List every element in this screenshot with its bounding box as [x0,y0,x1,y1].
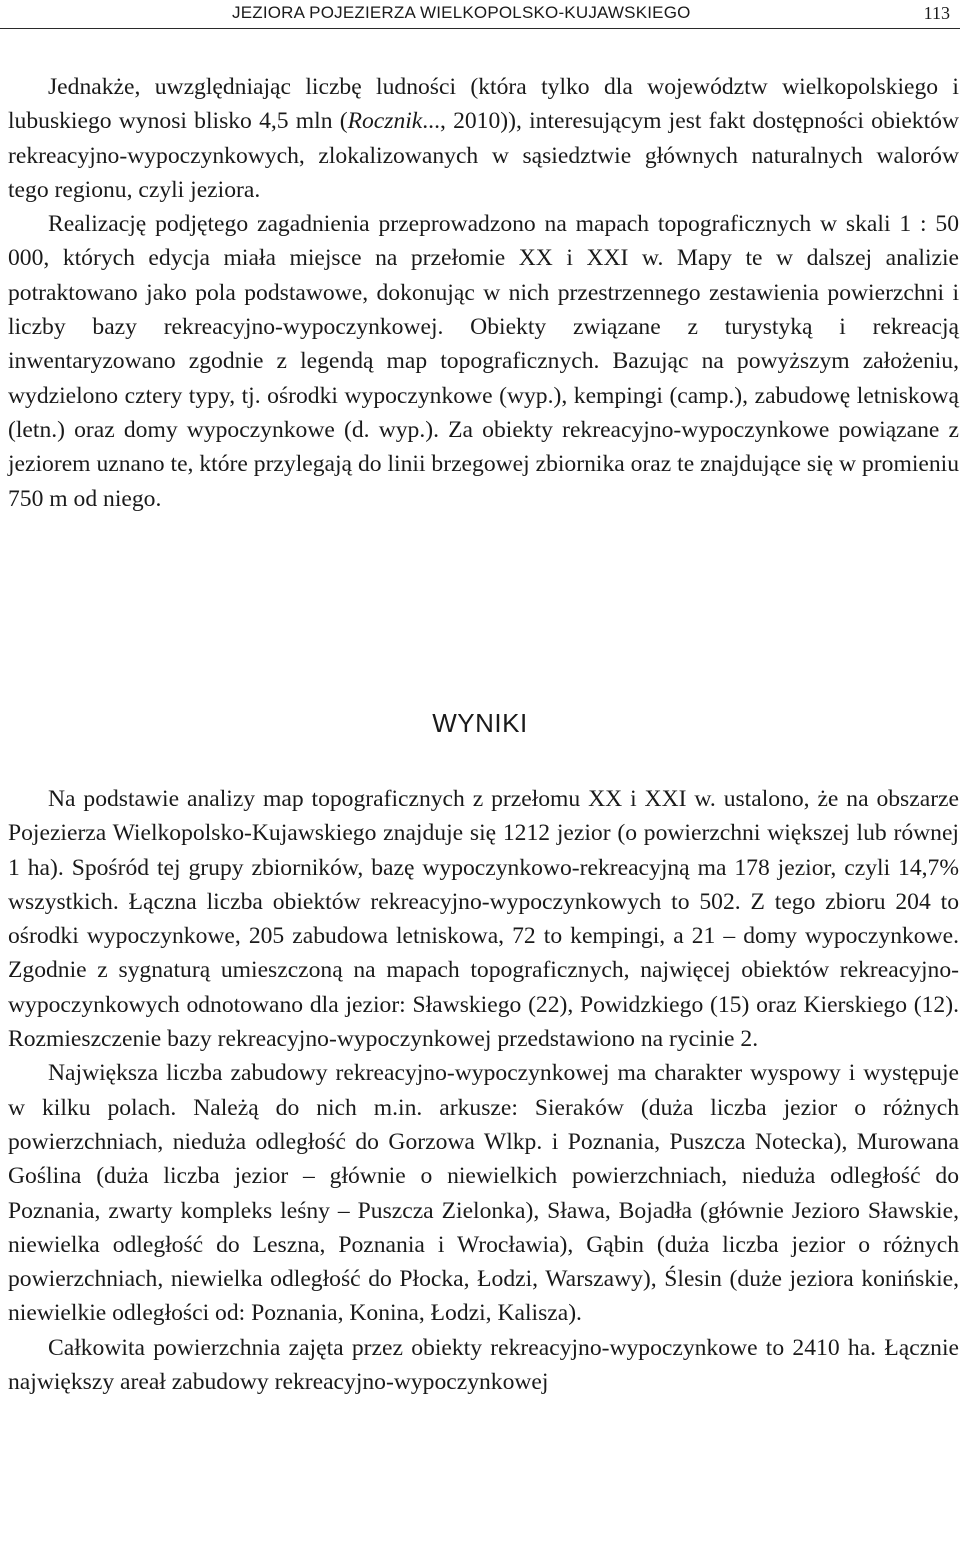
section-heading: WYNIKI [432,708,528,738]
paragraph-text: Jednakże, uwzględniając liczbę ludności (która tylko dla województw wielkopolskiego i lubuskiego wynosi blisko 4,5 mln ( [8,74,959,135]
paragraph-text: ..., 2010)), interesującym jest fakt dostępności obiektów rekreacyjno-wypoczynkowych, zlokalizowanych w sąsiedztwie głównych naturalnych walorów tego regionu, czyli jeziora. [8,108,959,203]
paragraph [8,70,959,207]
results-text [8,782,959,1399]
running-title: JEZIORA POJEZIERZA WIELKOPOLSKO-KUJAWSKIEGO [232,3,691,22]
intro-text [8,70,959,516]
paragraph: Największa liczba zabudowy rekreacyjno-wypoczynkowej ma charakter wyspowy i występuje w kilku polach. Należą do nich m.in. arkusze: Sieraków (duża liczba jezior o różnych powierzchniach, nieduża odległość do Gorzowa Wlkp. i Poznania, Puszcza Notecka), Murowana Goślina (duża liczba jezior – głównie o niewielkich powierzchniach, nieduża odległość do Poznania, zwarty kompleks leśny – Puszcza Zielonka), Sława, Bojadła (głównie Jezioro Sławskie, niewielka odległość do Leszna, Poznania i Wrocławia), Gąbin (duża liczba jezior o różnych powierzchniach, niewielka odległość do Płocka, Łodzi, Warszawy), Ślesin (duże jeziora konińskie, niewielkie odległości od: Poznania, Konina, Łodzi, Kalisza). [8,1060,959,1327]
paragraph: Realizację podjętego zagadnienia przeprowadzono na mapach topograficznych w skali 1 : 50 000, których edycja miała miejsce na przełomie XX i XXI w. Mapy te w dalszej analizie potraktowano jako pola podstawowe, dokonując w nich przestrzennego zestawienia powierzchni i liczby bazy rekreacyjno-wypoczynkowej. Obiekty związane z turystyką i rekreacją inwentaryzowano zgodnie z legendą map topograficznych. Bazując na powyższym założeniu, wydzielono cztery typy, tj. ośrodki wypoczynkowe (wyp.), kempingi (camp.), zabudowę letniskową (letn.) oraz domy wypoczynkowe (d. wyp.). Za obiekty rekreacyjno-wypoczynkowe powiązane z jeziorem uznano te, które przylegają do linii brzegowej zbiornika oraz te znajdujące się w promieniu 750 m od niego. [8,211,959,512]
citation-italic: Rocznik [347,108,423,135]
page-number: 113 [923,3,950,23]
paragraph: Całkowita powierzchnia zajęta przez obiekty rekreacyjno-wypoczynkowe to 2410 ha. Łącznie największy areał zabudowy rekreacyjno-wypoczynkowej [8,1334,959,1396]
paragraph: Na podstawie analizy map topograficznych z przełomu XX i XXI w. ustalono, że na obszarze Pojezierza Wielkopolsko-Kujawskiego znajduje się 1212 jezior (o powierzchni większej lub równej 1 ha). Spośród tej grupy zbiorników, bazę wypoczynkowo-rekreacyjną ma 178 jezior, czyli 14,7% wszystkich. Łączna liczba obiektów rekreacyjno-wypoczynkowych to 502. Z tego zbioru 204 to ośrodki wypoczynkowe, 205 zabudowa letniskowa, 72 to kempingi, a 21 – domy wypoczynkowe. Zgodnie z sygnaturą umieszczoną na mapach topograficznych, najwięcej obiektów rekreacyjno-wypoczynkowych odnotowano dla jezior: Sławskiego (22), Powidzkiego (15) oraz Kierskiego (12). Rozmieszczenie bazy rekreacyjno-wypoczynkowej przedstawiono na rycinie 2. [8,786,959,1053]
running-header [0,0,960,29]
